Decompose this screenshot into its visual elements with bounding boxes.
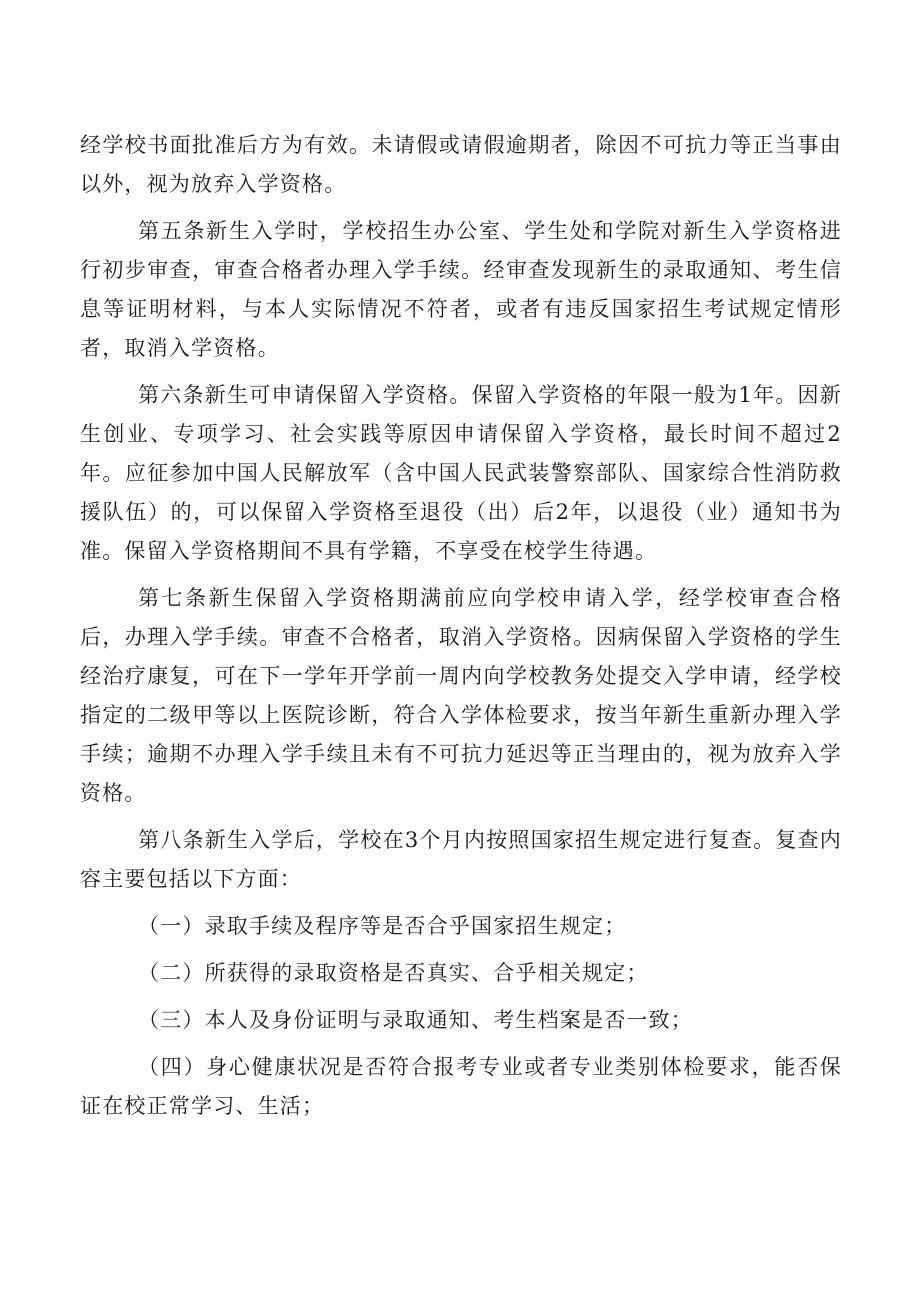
- paragraph-article-6: 第六条新生可申请保留入学资格。保留入学资格的年限一般为1年。因新生创业、专项学习、社会实践等原因申请保留入学资格，最长时间不超过2年。应征参加中国人民解放军（含中国人民武装警察部队、国家综合性消防救援队伍）的，可以保留入学资格至退役（出）后2年，以退役（业）通知书为准。保留入学资格期间不具有学籍，不享受在校学生待遇。: [80, 383, 842, 563]
- paragraph-article-7: 第七条新生保留入学资格期满前应向学校申请入学，经学校审查合格后，办理入学手续。审查不合格者，取消入学资格。因病保留入学资格的学生经治疗康复，可在下一学年开学前一周内向学校教务处提交入学申请，经学校指定的二级甲等以上医院诊断，符合入学体检要求，按当年新生重新办理入学手续；逾期不办理入学手续且未有不可抗力延迟等正当理由的，视为放弃入学资格。: [80, 586, 842, 805]
- paragraph-article-8: 第八条新生入学后，学校在3个月内按照国家招生规定进行复查。复查内容主要包括以下方面：: [80, 828, 842, 891]
- document-body: [80, 126, 842, 1134]
- list-item-3: （三）本人及身份证明与录取通知、考生档案是否一致；: [138, 1008, 693, 1032]
- list-item-4: （四）身心健康状况是否符合报考专业或者专业类别体检要求，能否保证在校正常学习、生活；: [80, 1055, 842, 1118]
- list-item-1: （一）录取手续及程序等是否合乎国家招生规定；: [138, 914, 627, 938]
- list-item-2: （二）所获得的录取资格是否真实、合乎相关规定；: [138, 961, 649, 985]
- paragraph-continuation: 经学校书面批准后方为有效。未请假或请假逾期者，除因不可抗力等正当事由以外，视为放弃入学资格。: [80, 133, 842, 196]
- paragraph-article-5: 第五条新生入学时，学校招生办公室、学生处和学院对新生入学资格进行初步审查，审查合格者办理入学手续。经审查发现新生的录取通知、考生信息等证明材料，与本人实际情况不符者，或者有违反国家招生考试规定情形者，取消入学资格。: [80, 219, 842, 360]
